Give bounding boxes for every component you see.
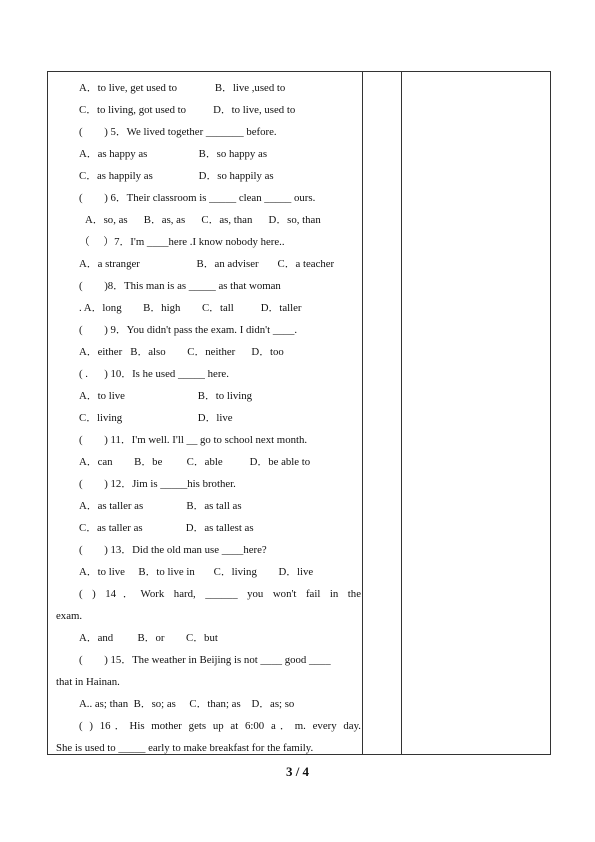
question-line: A．to live B．to living <box>79 390 253 402</box>
question-line: exam. <box>56 610 83 622</box>
question-line: C．as happily as D．so happily as <box>79 170 274 182</box>
question-line: ( ) 11．I'm well. I'll __ go to school next month. <box>79 434 308 446</box>
question-line: A．so, as B．as, as C．as, than D．so, than <box>85 214 321 226</box>
question-line: C．to living, got used to D．to live, used to <box>79 104 296 116</box>
question-line: C．as taller as D．as tallest as <box>79 522 254 534</box>
question-line: ( )8．This man is as _____ as that woman <box>79 280 281 292</box>
question-line: ( ) 12．Jim is _____his brother. <box>79 478 236 490</box>
question-line: A．as taller as B．as tall as <box>79 500 242 512</box>
question-line: C．living D．live <box>79 412 233 424</box>
column-divider-notes <box>401 72 402 754</box>
question-line: ( ) 9．You didn't pass the exam. I didn't ____. <box>79 324 298 336</box>
question-line: （ ）7．I'm ____here .I know nobody here.. <box>79 236 285 248</box>
question-line: ( . ) 10．Is he used _____ here. <box>79 368 229 380</box>
question-content <box>56 77 361 759</box>
column-divider-score <box>362 72 363 754</box>
question-line: A．to live B．to live in C．living D．live <box>79 566 314 578</box>
question-line: A．a stranger B．an adviser C．a teacher <box>79 258 335 270</box>
question-line: A.. as; than B．so; as C．than; as D．as; so <box>79 698 295 710</box>
worksheet-table <box>47 71 551 755</box>
question-line: ( ) 13．Did the old man use ____here? <box>79 544 267 556</box>
question-line: A．as happy as B．so happy as <box>79 148 268 160</box>
question-line: A．to live, get used to B．live ,used to <box>79 82 286 94</box>
question-line: She is used to _____ early to make breakfast for the family. <box>56 742 314 754</box>
question-line: . A．long B．high C．tall D．taller <box>79 302 302 314</box>
question-line: ( ) 16．His mother gets up at 6:00 a．m. every day. <box>79 720 361 732</box>
question-line: ( ) 5．We lived together _______ before. <box>79 126 277 138</box>
question-line: A．can B．be C．able D．be able to <box>79 456 311 468</box>
question-line: that in Hainan. <box>56 676 120 688</box>
page-number: 3 / 4 <box>285 764 310 779</box>
question-line: ( ) 14．Work hard, ______ you won't fail in the <box>79 588 361 600</box>
question-line: ( ) 6．Their classroom is _____ clean _____ ours. <box>79 192 316 204</box>
question-line: ( ) 15．The weather in Beijing is not ____ good ____ <box>79 654 331 666</box>
question-line: A．either B．also C．neither D．too <box>79 346 284 358</box>
question-line: A．and B．or C．but <box>79 632 218 644</box>
